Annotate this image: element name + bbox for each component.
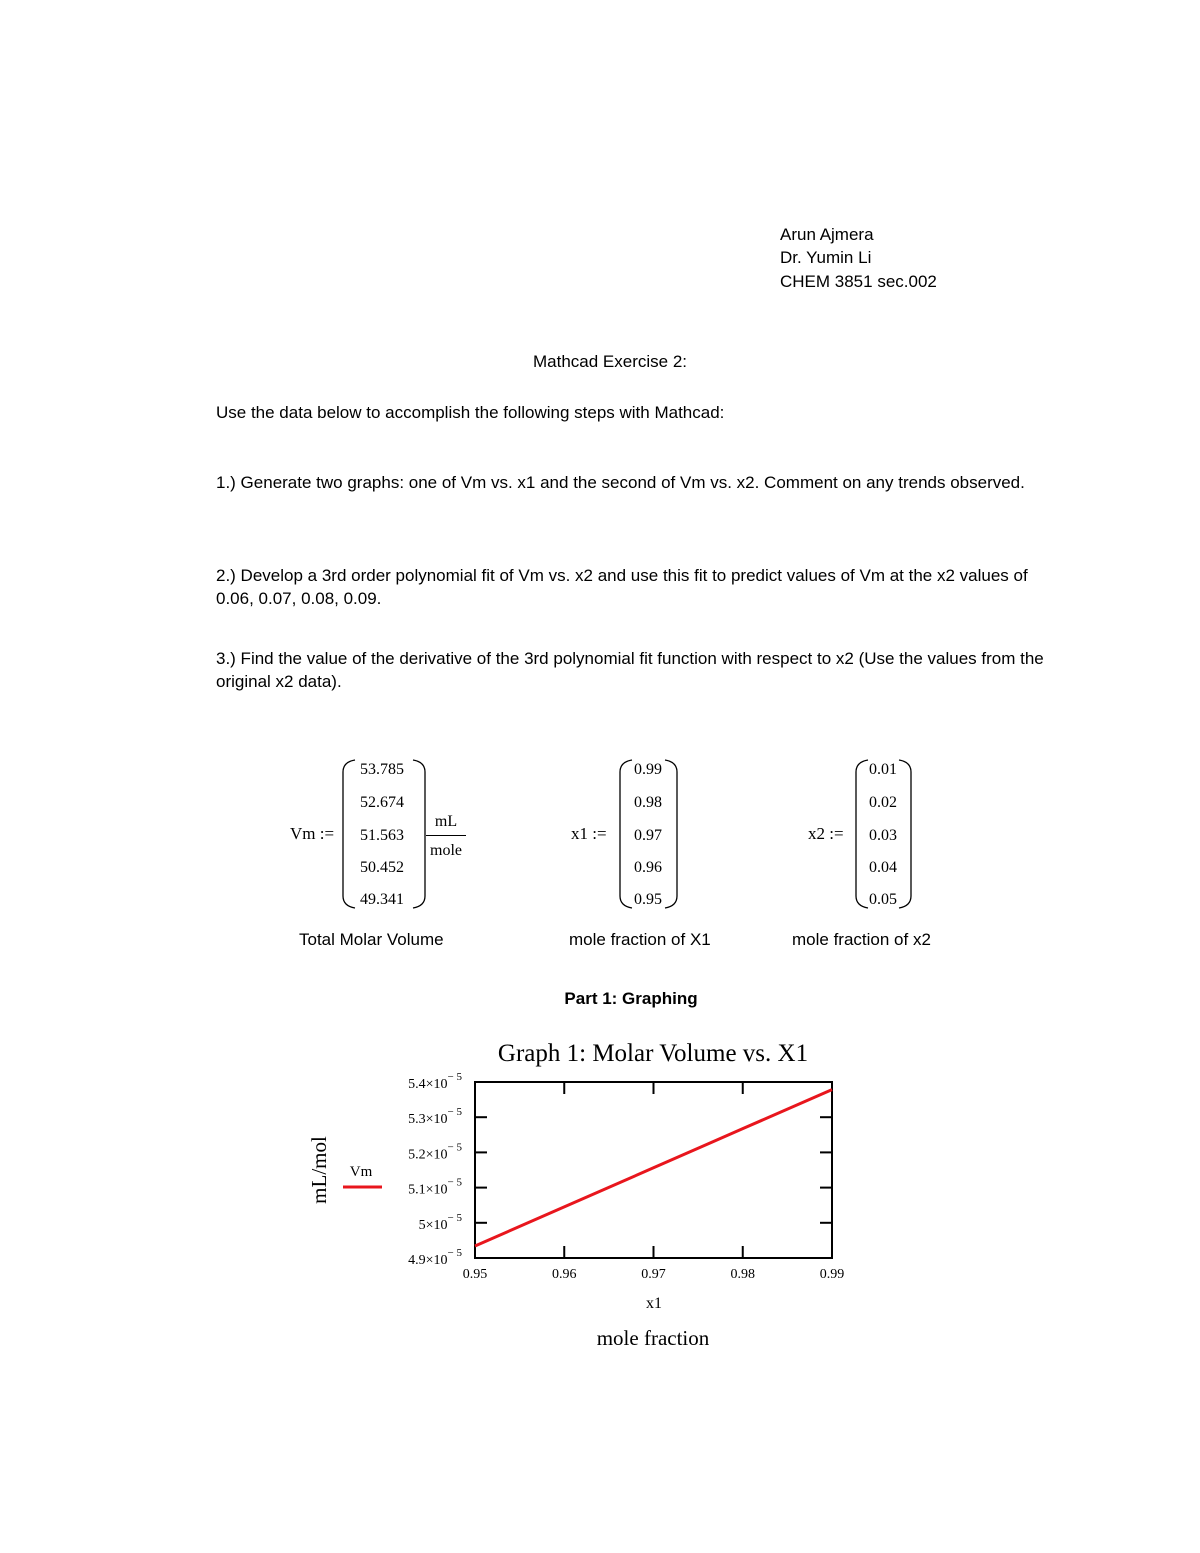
- y-tick-mantissa: 5×10: [418, 1217, 448, 1233]
- y-tick-exponent: − 5: [447, 1176, 462, 1189]
- x-axis-label: x1: [646, 1295, 662, 1312]
- step-1: 1.) Generate two graphs: one of Vm vs. x1 and the second of Vm vs. x2. Comment on any trends observed.: [216, 473, 1025, 492]
- y-tick-mantissa: 5.1×10: [408, 1182, 448, 1198]
- course-name: CHEM 3851 sec.002: [780, 272, 937, 291]
- x2-value: 0.04: [869, 859, 897, 876]
- y-tick-exponent: − 5: [447, 1141, 462, 1154]
- y-tick-labels: [408, 1071, 462, 1268]
- x2-value: 0.05: [869, 891, 897, 908]
- series-group: [475, 1090, 832, 1246]
- vm-unit-numerator: mL: [434, 813, 458, 830]
- instructor-name: Dr. Yumin Li: [780, 248, 872, 267]
- x2-label: x2 :=: [808, 824, 844, 843]
- vm-unit-denominator: mole: [430, 842, 462, 859]
- step-3: 3.) Find the value of the derivative of the 3rd polynomial fit function with respect to x2 (Use the values from the original x2 data).: [216, 649, 1044, 691]
- x1-label: x1 :=: [571, 824, 607, 843]
- vm-value: 51.563: [360, 827, 404, 844]
- x-tick-label: 0.97: [641, 1267, 666, 1282]
- axis-ticks: [475, 1082, 832, 1258]
- x2-value: 0.03: [869, 827, 897, 844]
- vm-right-paren: [410, 758, 428, 910]
- y-tick-mantissa: 5.4×10: [408, 1077, 448, 1092]
- x1-value: 0.95: [634, 891, 662, 908]
- vm-value: 53.785: [360, 761, 404, 778]
- y-tick-mantissa: 5.2×10: [408, 1147, 448, 1163]
- document-title: Mathcad Exercise 2:: [532, 352, 687, 371]
- y-tick-label: [419, 1212, 463, 1233]
- x-tick-label: 0.96: [552, 1267, 577, 1282]
- molar-volume-chart: [0, 1030, 1200, 1360]
- x2-caption: mole fraction of x2: [792, 930, 931, 949]
- vm-value: 50.452: [360, 859, 404, 876]
- x-axis-sublabel: mole fraction: [596, 1326, 710, 1350]
- y-tick-exponent: − 5: [447, 1247, 462, 1259]
- chart-title: Graph 1: Molar Volume vs. X1: [497, 1040, 809, 1067]
- x2-value: 0.02: [869, 794, 897, 811]
- x1-value: 0.99: [634, 761, 662, 778]
- plot-frame: [475, 1082, 832, 1258]
- y-tick-exponent: − 5: [447, 1106, 462, 1119]
- step-2: 2.) Develop a 3rd order polynomial fit of Vm vs. x2 and use this fit to predict values of Vm at the x2 values of 0.06, 0.07, 0.08, 0.09.: [216, 566, 1028, 608]
- x-tick-labels: [463, 1267, 845, 1282]
- vm-value: 52.674: [360, 794, 404, 811]
- vm-caption: Total Molar Volume: [299, 930, 444, 949]
- x1-right-paren: [662, 758, 680, 910]
- y-tick-label: [408, 1177, 462, 1198]
- x1-value: 0.98: [634, 794, 662, 811]
- vm-matrix: [352, 758, 416, 910]
- y-tick-label: [408, 1071, 462, 1092]
- y-tick-label: [408, 1106, 462, 1127]
- x1-value: 0.96: [634, 859, 662, 876]
- x1-caption: mole fraction of X1: [569, 930, 711, 949]
- x2-value: 0.01: [869, 761, 897, 778]
- author-name: Arun Ajmera: [780, 225, 874, 244]
- unit-fraction-bar: [426, 835, 466, 836]
- y-tick-exponent: − 5: [447, 1211, 462, 1224]
- x-tick-label: 0.98: [730, 1267, 755, 1282]
- y-tick-mantissa: 4.9×10: [408, 1253, 448, 1268]
- x-tick-label: 0.95: [462, 1267, 488, 1282]
- x1-value: 0.97: [634, 827, 662, 844]
- vm-label: Vm :=: [290, 824, 335, 843]
- section-title: Part 1: Graphing: [564, 989, 698, 1008]
- vm-value: 49.341: [360, 891, 404, 908]
- y-tick-label: [408, 1247, 462, 1268]
- intro-text: Use the data below to accomplish the following steps with Mathcad:: [216, 403, 725, 422]
- y-axis-label: mL/mol: [307, 1136, 331, 1204]
- series-line-vm: [475, 1090, 832, 1246]
- y-tick-mantissa: 5.3×10: [408, 1112, 448, 1128]
- x2-right-paren: [896, 758, 914, 910]
- x-tick-label: 0.99: [819, 1267, 845, 1282]
- y-tick-exponent: − 5: [447, 1071, 462, 1083]
- y-tick-label: [408, 1141, 462, 1162]
- legend-label: Vm: [349, 1164, 373, 1180]
